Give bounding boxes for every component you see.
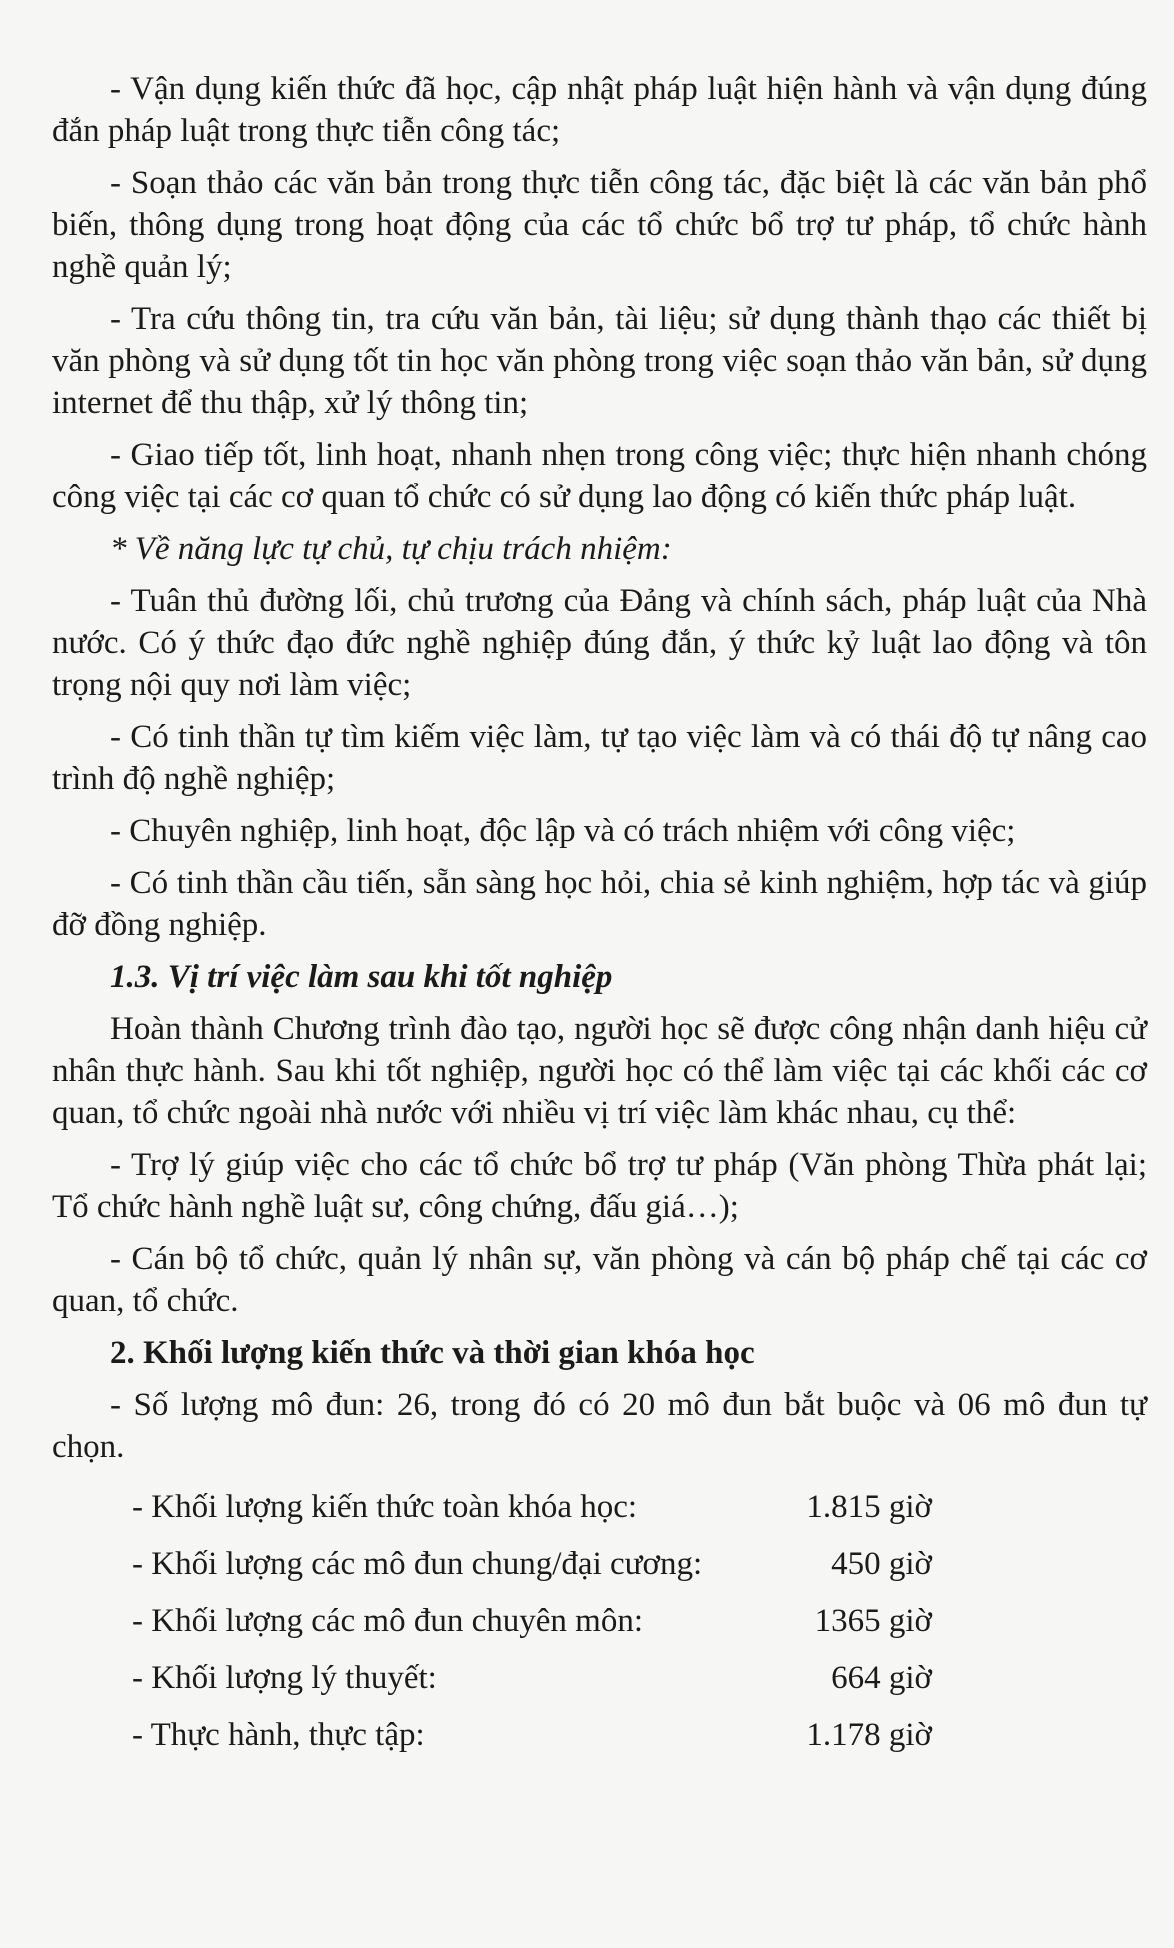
autonomy-paragraph: - Có tinh thần tự tìm kiếm việc làm, tự tạo việc làm và có thái độ tự nâng cao trình độ nghề nghiệp; xyxy=(52,719,1147,797)
job-position-item: - Trợ lý giúp việc cho các tổ chức bổ trợ tư pháp (Văn phòng Thừa phát lại; Tổ chức hành nghề luật sư, công chứng, đấu giá…); xyxy=(52,1147,1147,1225)
summary-value: 1.178 giờ xyxy=(806,1716,932,1753)
skill-paragraph: - Tra cứu thông tin, tra cứu văn bản, tài liệu; sử dụng thành thạo các thiết bị văn phòng và sử dụng tốt tin học văn phòng trong việc soạn thảo văn bản, sử dụng internet để thu thập, xử lý thông tin; xyxy=(52,301,1147,421)
autonomy-paragraph: - Tuân thủ đường lối, chủ trương của Đảng và chính sách, pháp luật của Nhà nước. Có ý thức đạo đức nghề nghiệp đúng đắn, ý thức kỷ luật lao động và tôn trọng nội quy nơi làm việc; xyxy=(52,583,1147,703)
summary-value: 664 giờ xyxy=(831,1659,932,1696)
summary-label: - Thực hành, thực tập: xyxy=(132,1716,425,1753)
autonomy-paragraph: - Có tinh thần cầu tiến, sẵn sàng học hỏi, chia sẻ kinh nghiệm, hợp tác và giúp đỡ đồng nghiệp. xyxy=(52,865,1147,943)
document-body xyxy=(52,68,1147,1763)
summary-row xyxy=(132,1592,1147,1649)
summary-row xyxy=(132,1535,1147,1592)
workload-summary xyxy=(132,1478,1147,1763)
autonomy-heading: * Về năng lực tự chủ, tự chịu trách nhiệm: xyxy=(110,531,672,567)
module-count: - Số lượng mô đun: 26, trong đó có 20 mô đun bắt buộc và 06 mô đun tự chọn. xyxy=(52,1387,1147,1465)
summary-row xyxy=(132,1478,1147,1535)
section-1-3-intro: Hoàn thành Chương trình đào tạo, người học sẽ được công nhận danh hiệu cử nhân thực hành. Sau khi tốt nghiệp, người học có thể làm việc tại các khối các cơ quan, tổ chức ngoài nhà nước với nhiều vị trí việc làm khác nhau, cụ thể: xyxy=(52,1011,1147,1131)
summary-value: 450 giờ xyxy=(831,1545,932,1582)
job-position-item: - Cán bộ tổ chức, quản lý nhân sự, văn phòng và cán bộ pháp chế tại các cơ quan, tổ chức. xyxy=(52,1241,1147,1319)
section-2-heading: 2. Khối lượng kiến thức và thời gian khóa học xyxy=(110,1335,755,1371)
summary-label: - Khối lượng kiến thức toàn khóa học: xyxy=(132,1488,638,1525)
skill-paragraph: - Vận dụng kiến thức đã học, cập nhật pháp luật hiện hành và vận dụng đúng đắn pháp luật trong thực tiễn công tác; xyxy=(52,71,1147,149)
summary-label: - Khối lượng các mô đun chuyên môn: xyxy=(132,1602,643,1639)
section-1-3-heading: 1.3. Vị trí việc làm sau khi tốt nghiệp xyxy=(110,959,613,995)
skill-paragraph: - Giao tiếp tốt, linh hoạt, nhanh nhẹn trong công việc; thực hiện nhanh chóng công việc tại các cơ quan tổ chức có sử dụng lao động có kiến thức pháp luật. xyxy=(52,437,1147,515)
summary-row xyxy=(132,1649,1147,1706)
summary-label: - Khối lượng lý thuyết: xyxy=(132,1659,437,1696)
skill-paragraph: - Soạn thảo các văn bản trong thực tiễn công tác, đặc biệt là các văn bản phổ biến, thông dụng trong hoạt động của các tổ chức bổ trợ tư pháp, tổ chức hành nghề quản lý; xyxy=(52,165,1147,285)
summary-row xyxy=(132,1706,1147,1763)
summary-value: 1365 giờ xyxy=(814,1602,932,1639)
summary-value: 1.815 giờ xyxy=(806,1488,932,1525)
summary-label: - Khối lượng các mô đun chung/đại cương: xyxy=(132,1545,703,1582)
autonomy-paragraph: - Chuyên nghiệp, linh hoạt, độc lập và có trách nhiệm với công việc; xyxy=(110,813,1016,849)
